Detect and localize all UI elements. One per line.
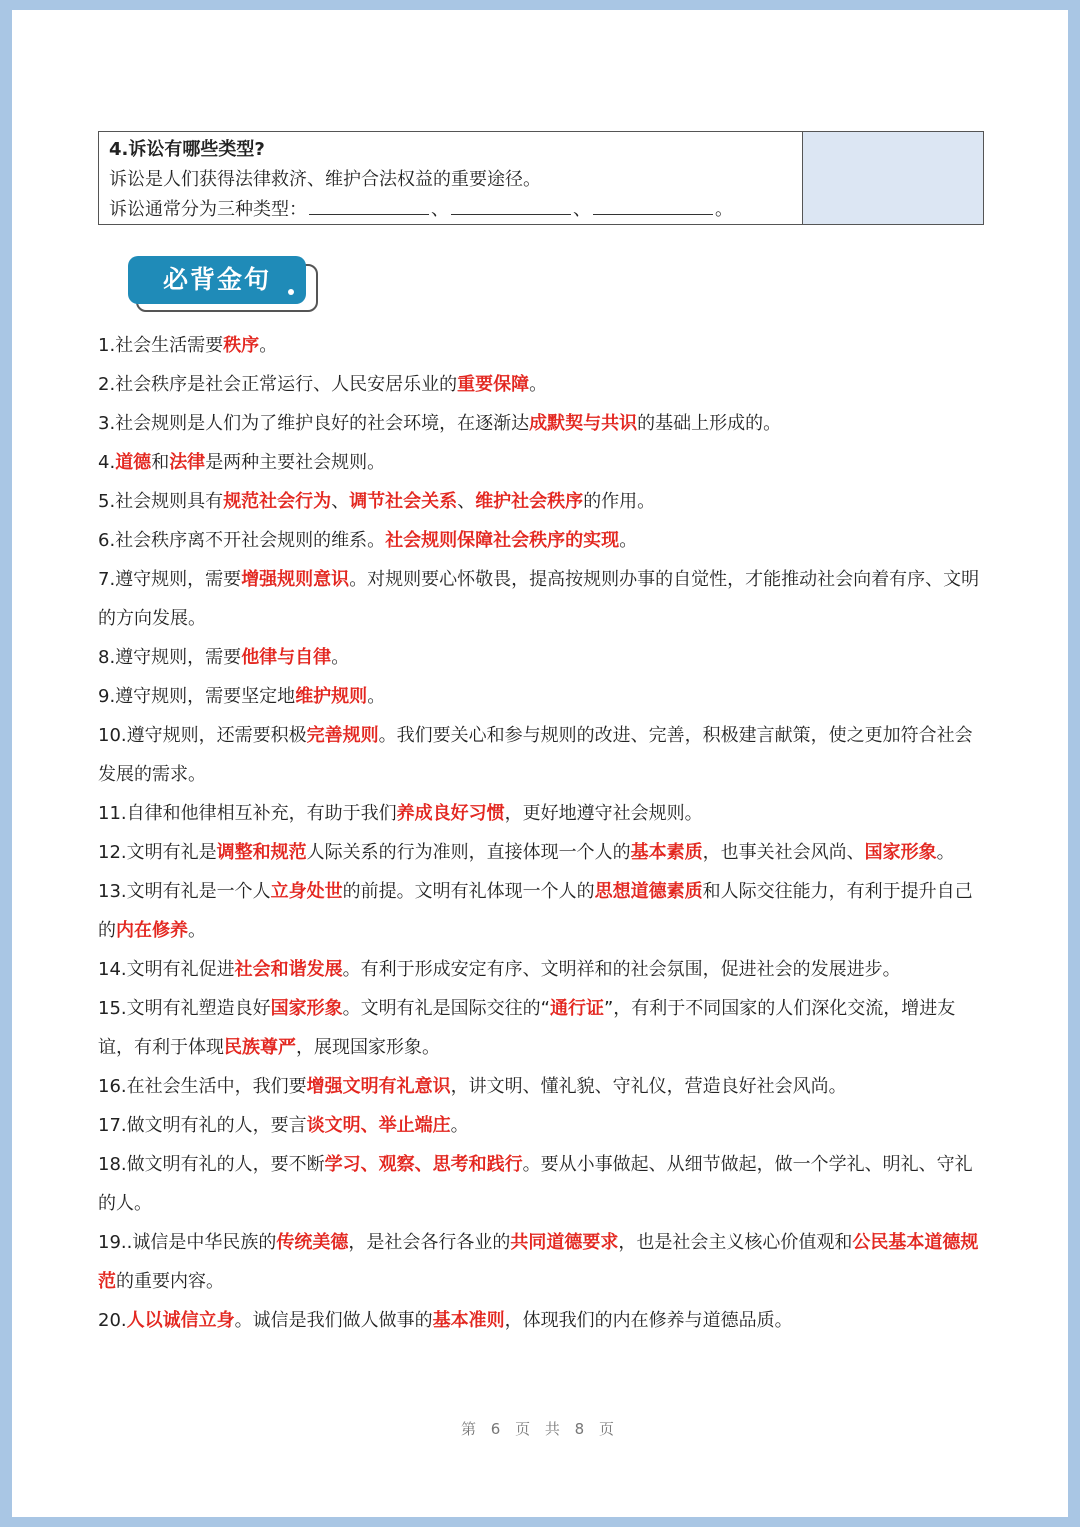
question-cell [99,132,803,224]
item-text: ，更好地遵守社会规则。 [504,803,703,824]
highlight-text: 共同道德要求 [510,1232,619,1253]
list-item [98,1067,988,1106]
highlight-text: 传统美德 [276,1232,349,1253]
item-text: 19..诚信是中华民族的 [98,1232,277,1253]
list-item [98,638,988,677]
item-text: ，是社会各行各业的 [348,1232,511,1253]
highlight-text: 立身处世 [270,881,343,902]
highlight-text: 完善规则 [306,725,379,746]
highlight-text: 法律 [169,452,206,473]
highlight-text: 调整和规范 [216,842,307,863]
list-item [98,950,988,989]
badge-label: 必背金句 [128,256,306,304]
list-item [98,1301,988,1340]
item-text: ，体现我们的内在修养与道德品质。 [504,1310,793,1331]
item-text: 。 [450,1115,469,1136]
highlight-text: 民族尊严 [224,1037,296,1058]
list-item [98,1223,988,1301]
answer-blank-1[interactable] [309,196,429,215]
item-text: 16.在社会生活中，我们要 [98,1076,307,1097]
answer-side-cell [803,132,983,224]
list-item [98,482,988,521]
item-text: 的前提。文明有礼体现一个人的 [342,881,595,902]
separator-1: 、 [431,199,449,220]
highlight-text: 秩序 [223,335,260,356]
highlight-text: 道德 [115,452,152,473]
highlight-text: 国家形象 [864,842,937,863]
list-item [98,365,988,404]
item-text: 。我们要关心和参与规则的改进、完善，积极建言献策，使之更加符合社会发展的需求。 [98,725,973,785]
item-text: 。有利于形成安定有序、文明祥和的社会氛围，促进社会的发展进步。 [342,959,901,980]
question-intro: 诉讼是人们获得法律救济、维护合法权益的重要途径。 [109,169,541,190]
list-item [98,872,988,950]
item-text: 15.文明有礼塑造良好 [98,998,271,1019]
highlight-text: 公民基本道德规范 [98,1232,979,1292]
highlight-text: 增强规则意识 [241,569,350,590]
item-text: 的基础上形成的。 [637,413,782,434]
item-text: ，也事关社会风尚、 [702,842,865,863]
item-text: 。 [259,335,278,356]
highlight-text: 养成良好习惯 [396,803,505,824]
item-text: 14.文明有礼促进 [98,959,235,980]
highlight-text: 增强文明有礼意识 [306,1076,451,1097]
item-text: 的作用。 [583,491,656,512]
item-text: 3.社会规则是人们为了维护良好的社会环境，在逐渐达 [98,413,530,434]
item-text: 、 [331,491,350,512]
item-text: 13.文明有礼是一个人 [98,881,271,902]
highlight-text: 国家形象 [270,998,343,1019]
item-text: 9.遵守规则，需要坚定地 [98,686,296,707]
highlight-text: 通行证 [549,998,604,1019]
highlight-text: 人以诚信立身 [126,1310,235,1331]
highlight-text: 基本素质 [630,842,703,863]
badge-dot [288,289,294,295]
item-text: 6.社会秩序离不开社会规则的维系。 [98,530,386,551]
item-text: 。 [619,530,638,551]
highlight-text: 社会规则保障社会秩序的实现 [385,530,620,551]
item-text: 。 [367,686,386,707]
list-item [98,1106,988,1145]
item-text: 。 [529,374,548,395]
item-text: ，讲文明、懂礼貌、守礼仪，营造良好社会风尚。 [450,1076,847,1097]
list-item [98,989,988,1067]
highlight-text: 维护规则 [295,686,368,707]
item-text: 4. [98,452,116,473]
list-item [98,677,988,716]
highlight-text: 成默契与共识 [529,413,638,434]
answer-blank-2[interactable] [451,196,571,215]
question-table [98,131,984,225]
item-text: 和人际交往能力，有利于提升自己的 [98,881,973,941]
item-text: 。诚信是我们做人做事的 [234,1310,433,1331]
item-text: 1.社会生活需要 [98,335,224,356]
item-text: 、 [457,491,476,512]
list-item [98,404,988,443]
item-text: 17.做文明有礼的人，要言 [98,1115,307,1136]
section-badge [128,256,314,312]
item-text: 10.遵守规则，还需要积极 [98,725,307,746]
item-text: 20. [98,1310,127,1331]
item-text: ，展现国家形象。 [296,1037,440,1058]
highlight-text: 调节社会关系 [349,491,458,512]
page [12,10,1068,1517]
item-text: 。 [936,842,955,863]
item-text: 7.遵守规则，需要 [98,569,242,590]
item-text: 12.文明有礼是 [98,842,217,863]
question-prompt: 诉讼通常分为三种类型： [109,199,307,220]
list-item [98,560,988,638]
item-text: 的重要内容。 [116,1271,224,1292]
highlight-text: 基本准则 [432,1310,505,1331]
highlight-text: 社会和谐发展 [234,959,343,980]
highlight-text: 他律与自律 [241,647,332,668]
highlight-text: 维护社会秩序 [475,491,584,512]
list-item [98,326,988,365]
item-text: 8.遵守规则，需要 [98,647,242,668]
question-title: 4.诉讼有哪些类型? [109,139,265,160]
list-item [98,443,988,482]
item-text: 。 [188,920,206,941]
item-text: 。对规则要心怀敬畏，提高按规则办事的自觉性，才能推动社会向着有序、文明的方向发展。 [98,569,980,629]
separator-2: 、 [573,199,591,220]
highlight-text: 谈文明、举止端庄 [306,1115,451,1136]
list-item [98,521,988,560]
item-text: 11.自律和他律相互补充，有助于我们 [98,803,397,824]
item-text: 和 [151,452,170,473]
question-end: 。 [715,199,733,220]
item-text: 18.做文明有礼的人，要不断 [98,1154,325,1175]
item-text: 。文明有礼是国际交往的“ [342,998,550,1019]
list-item [98,794,988,833]
item-text: 是两种主要社会规则。 [205,452,386,473]
highlight-text: 思想道德素质 [594,881,703,902]
highlight-text: 学习、观察、思考和践行 [324,1154,523,1175]
item-text: ”，有利于不同国家的人们深化交流，增进友谊，有利于体现 [98,998,956,1058]
item-text: 2.社会秩序是社会正常运行、人民安居乐业的 [98,374,458,395]
key-sentences-list [98,326,988,1340]
list-item [98,1145,988,1223]
item-text: ，也是社会主义核心价值观和 [618,1232,853,1253]
item-text: 人际关系的行为准则，直接体现一个人的 [306,842,631,863]
item-text: 。 [331,647,350,668]
highlight-text: 重要保障 [457,374,530,395]
item-text: 。要从小事做起、从细节做起，做一个学礼、明礼、守礼的人。 [98,1154,973,1214]
highlight-text: 内在修养 [116,920,188,941]
answer-blank-3[interactable] [593,196,713,215]
item-text: 5.社会规则具有 [98,491,224,512]
list-item [98,833,988,872]
question-fill-line [109,195,802,225]
list-item [98,716,988,794]
page-footer: 第 6 页 共 8 页 [461,1420,619,1438]
highlight-text: 规范社会行为 [223,491,332,512]
